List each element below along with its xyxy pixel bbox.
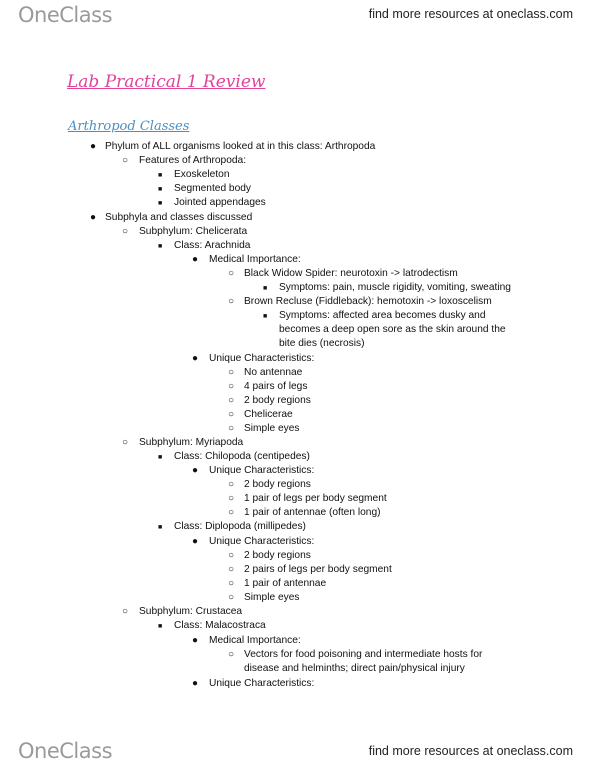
list-item: Symptoms: affected area becomes dusky and: [279, 310, 486, 321]
bullet-circle: ○: [122, 606, 129, 617]
find-more-resources-link[interactable]: find more resources at oneclass.com: [368, 7, 573, 21]
oneclass-logo[interactable]: OneClass: [18, 3, 113, 27]
list-item: Unique Characteristics:: [209, 536, 315, 547]
bullet-square: ■: [263, 313, 268, 320]
list-item: Unique Characteristics:: [209, 465, 315, 476]
bullet-square: ■: [158, 454, 163, 461]
bullet-disc: ●: [90, 141, 97, 152]
bullet-circle: ○: [228, 493, 235, 504]
list-item: 2 body regions: [244, 395, 311, 406]
bullet-square: ■: [158, 172, 163, 179]
list-item: Medical Importance:: [209, 635, 301, 646]
list-item: Subphyla and classes discussed: [105, 212, 253, 223]
bullet-disc: ●: [90, 212, 97, 223]
section-heading: Arthropod Classes: [68, 119, 190, 134]
list-item-continued: becomes a deep open sore as the skin around the: [279, 324, 506, 335]
bullet-disc: ●: [192, 536, 199, 547]
bullet-disc: ●: [192, 465, 199, 476]
bullet-circle: ○: [228, 564, 235, 575]
list-item: Class: Arachnida: [174, 240, 251, 251]
bullet-square: ■: [263, 285, 268, 292]
list-item: Class: Malacostraca: [174, 620, 266, 631]
bullet-square: ■: [158, 623, 163, 630]
list-item: Jointed appendages: [174, 197, 266, 208]
list-item: Class: Diplopoda (millipedes): [174, 521, 306, 532]
bullet-disc: ●: [192, 678, 199, 689]
bullet-circle: ○: [122, 437, 129, 448]
bullet-circle: ○: [228, 395, 235, 406]
bullet-circle: ○: [228, 268, 235, 279]
bullet-square: ■: [158, 186, 163, 193]
bullet-disc: ●: [192, 353, 199, 364]
list-item: Subphylum: Myriapoda: [139, 437, 244, 448]
list-item: 1 pair of antennae: [244, 578, 327, 589]
list-item: Simple eyes: [244, 423, 300, 434]
bullet-circle: ○: [228, 578, 235, 589]
bullet-circle: ○: [228, 381, 235, 392]
footer-resources-link[interactable]: find more resources at oneclass.com: [368, 744, 573, 758]
list-item: 1 pair of antennae (often long): [244, 507, 381, 518]
bullet-circle: ○: [228, 367, 235, 378]
list-item: Phylum of ALL organisms looked at in this class: Arthropoda: [105, 141, 376, 152]
list-item: Medical Importance:: [209, 254, 301, 265]
bullet-square: ■: [158, 524, 163, 531]
bullet-circle: ○: [228, 550, 235, 561]
list-item: Simple eyes: [244, 592, 300, 603]
bullet-circle: ○: [228, 296, 235, 307]
bullet-disc: ●: [192, 254, 199, 265]
bullet-circle: ○: [228, 409, 235, 420]
list-item: Brown Recluse (Fiddleback): hemotoxin -> loxoscelism: [244, 296, 492, 307]
bullet-square: ■: [158, 243, 163, 250]
list-item: Unique Characteristics:: [209, 678, 315, 689]
list-item: Black Widow Spider: neurotoxin -> latrodectism: [244, 268, 458, 279]
list-item: Unique Characteristics:: [209, 353, 315, 364]
list-item: Subphylum: Crustacea: [139, 606, 243, 617]
list-item: Subphylum: Chelicerata: [139, 226, 248, 237]
bullet-circle: ○: [228, 649, 235, 660]
bullet-circle: ○: [228, 423, 235, 434]
list-item: 2 body regions: [244, 550, 311, 561]
list-item: 2 pairs of legs per body segment: [244, 564, 392, 575]
list-item: Vectors for food poisoning and intermediate hosts for: [244, 649, 483, 660]
list-item: 2 body regions: [244, 479, 311, 490]
bullet-circle: ○: [228, 479, 235, 490]
list-item: Exoskeleton: [174, 169, 230, 180]
list-item-continued: disease and helminths; direct pain/physical injury: [244, 663, 465, 674]
list-item: 1 pair of legs per body segment: [244, 493, 387, 504]
list-item: Features of Arthropoda:: [139, 155, 247, 166]
oneclass-footer-logo[interactable]: OneClass: [18, 739, 113, 763]
list-item: Chelicerae: [244, 409, 293, 420]
bullet-circle: ○: [228, 592, 235, 603]
list-item: Class: Chilopoda (centipedes): [174, 451, 310, 462]
page-title: Lab Practical 1 Review: [67, 72, 266, 92]
bullet-circle: ○: [228, 507, 235, 518]
bullet-disc: ●: [192, 635, 199, 646]
list-item: Segmented body: [174, 183, 252, 194]
list-item: Symptoms: pain, muscle rigidity, vomiting, sweating: [279, 282, 511, 293]
bullet-circle: ○: [122, 226, 129, 237]
bullet-circle: ○: [122, 155, 129, 166]
list-item: 4 pairs of legs: [244, 381, 308, 392]
list-item-continued: bite dies (necrosis): [279, 338, 365, 349]
list-item: No antennae: [244, 367, 303, 378]
bullet-square: ■: [158, 200, 163, 207]
